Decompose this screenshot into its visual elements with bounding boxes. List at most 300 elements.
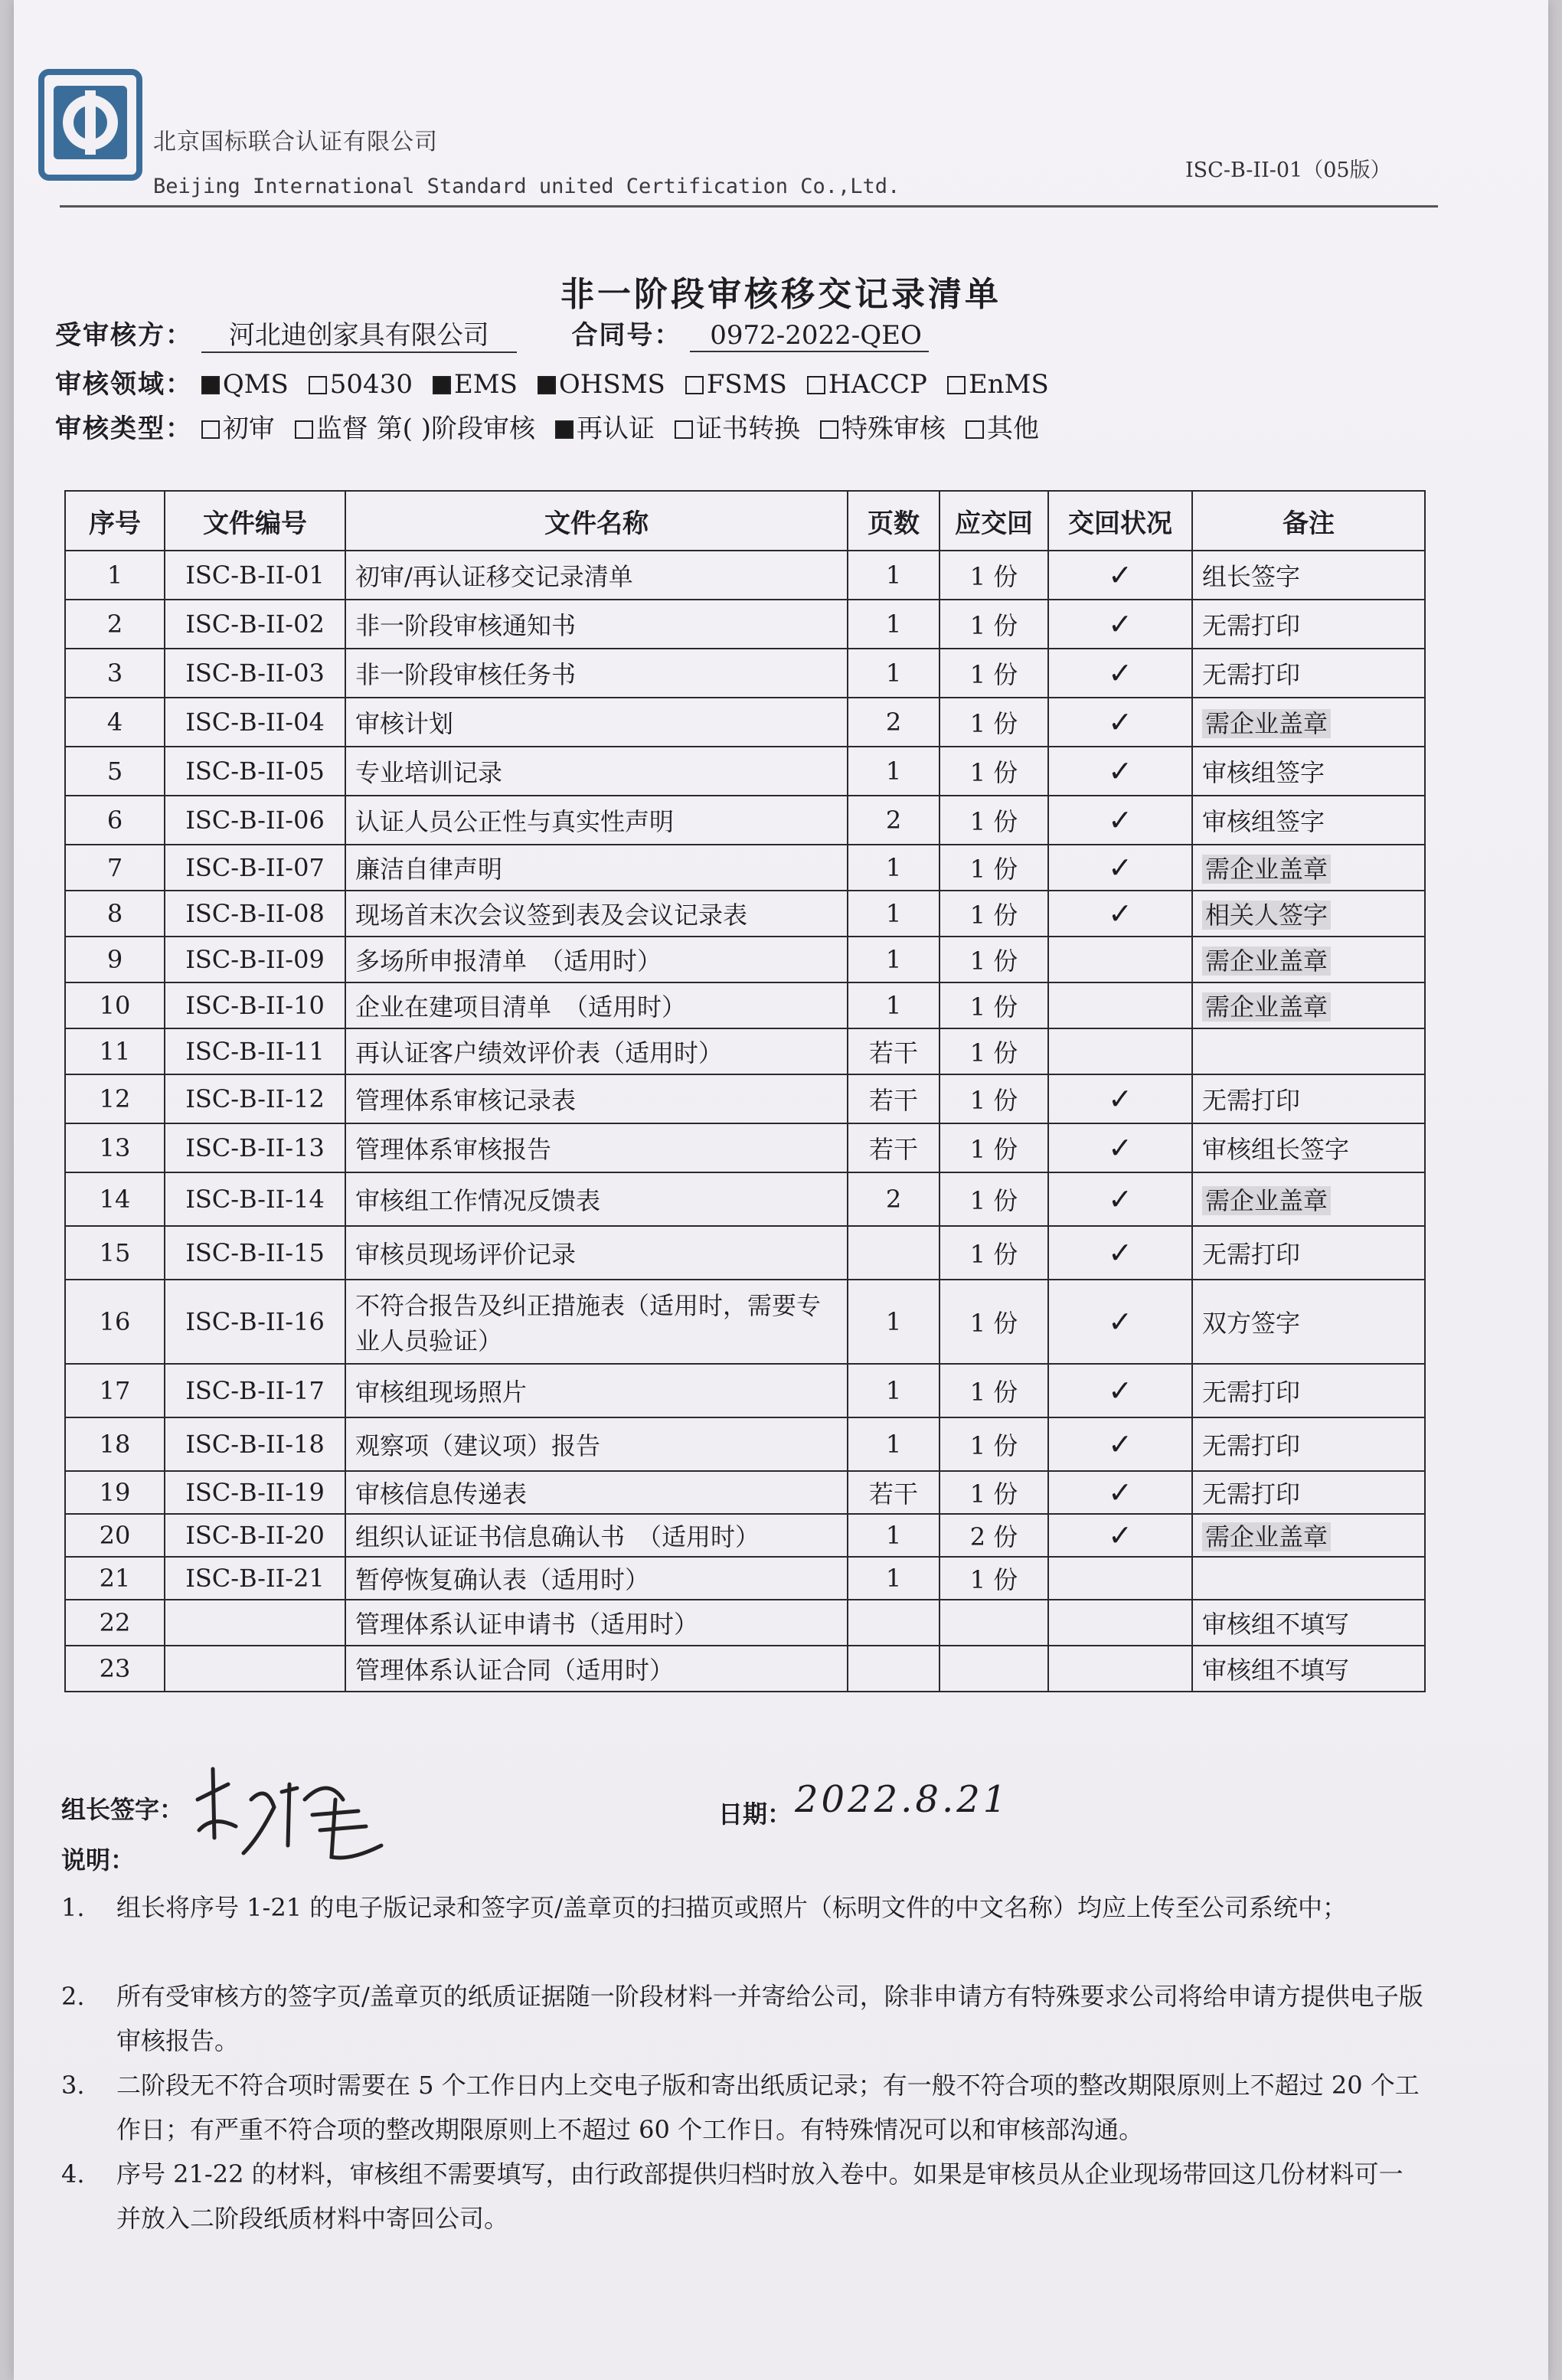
- row-number-cell: 5: [65, 747, 165, 796]
- remark-text: 需企业盖章: [1202, 709, 1331, 738]
- transfer-record-table: [64, 490, 1426, 1692]
- remark-cell: [1192, 1123, 1425, 1172]
- remark-cell: [1192, 1471, 1425, 1514]
- row-number-cell: 14: [65, 1172, 165, 1226]
- page-count-cell: 1: [848, 649, 939, 698]
- copies-required-cell: [939, 1600, 1048, 1646]
- remark-text: 审核组不填写: [1202, 1656, 1350, 1685]
- row-number-cell: 15: [65, 1226, 165, 1280]
- return-status-cell: [1048, 1226, 1192, 1280]
- remark-cell: [1192, 1417, 1425, 1471]
- row-number-cell: 8: [65, 891, 165, 937]
- table-row: [65, 1280, 1425, 1364]
- checked-box-icon[interactable]: [538, 376, 556, 394]
- file-name-cell: 多场所申报清单 （适用时）: [345, 937, 848, 982]
- check-mark-icon: ✓: [1108, 558, 1132, 592]
- return-status-cell: [1048, 600, 1192, 649]
- row-number-cell: 20: [65, 1514, 165, 1557]
- copies-required-cell: 1 份: [939, 1364, 1048, 1417]
- page-count-cell: 1: [848, 551, 939, 600]
- file-name-cell: 非一阶段审核通知书: [345, 600, 848, 649]
- return-status-cell: [1048, 891, 1192, 937]
- audit-type-option-label: 监督 第( )阶段审核: [315, 414, 535, 444]
- table-row: [65, 891, 1425, 937]
- file-code-cell: ISC-B-II-07: [165, 845, 345, 891]
- file-name-cell: 管理体系认证申请书（适用时）: [345, 1600, 848, 1646]
- file-code-cell: ISC-B-II-11: [165, 1028, 345, 1074]
- row-number-cell: 9: [65, 937, 165, 982]
- table-row: [65, 1557, 1425, 1600]
- file-name-cell: 现场首末次会议签到表及会议记录表: [345, 891, 848, 937]
- file-code-cell: ISC-B-II-05: [165, 747, 345, 796]
- file-name-cell: 审核计划: [345, 698, 848, 747]
- note-text: 所有受审核方的签字页/盖章页的纸质证据随一阶段材料一并寄给公司，除非申请方有特殊要求公司将给申请方提供电子版审核报告。: [116, 1982, 1423, 2055]
- file-code-cell: [165, 1600, 345, 1646]
- remark-cell: [1192, 551, 1425, 600]
- checked-box-icon[interactable]: [201, 376, 220, 394]
- check-mark-icon: ✓: [1108, 1236, 1132, 1270]
- file-name-cell: 认证人员公正性与真实性声明: [345, 796, 848, 845]
- table-row: [65, 845, 1425, 891]
- return-status-cell: [1048, 1514, 1192, 1557]
- contract-label: 合同号：: [571, 320, 682, 351]
- remark-cell: [1192, 1364, 1425, 1417]
- row-number-cell: 19: [65, 1471, 165, 1514]
- row-number-cell: 18: [65, 1417, 165, 1471]
- remark-cell: [1192, 1600, 1425, 1646]
- check-mark-icon: ✓: [1108, 1374, 1132, 1407]
- page-count-cell: 1: [848, 1364, 939, 1417]
- audit-domain-option[interactable]: [309, 369, 413, 400]
- file-name-cell: 管理体系认证合同（适用时）: [345, 1646, 848, 1692]
- remark-cell: [1192, 649, 1425, 698]
- note-item: [61, 2063, 1424, 2152]
- audit-domain-option[interactable]: [538, 369, 665, 400]
- company-name-cn: 北京国标联合认证有限公司: [153, 129, 438, 155]
- file-name-cell: 非一阶段审核任务书: [345, 649, 848, 698]
- file-name-cell: 专业培训记录: [345, 747, 848, 796]
- table-row: [65, 1172, 1425, 1226]
- audit-type-option[interactable]: [820, 407, 946, 445]
- remark-text: 无需打印: [1202, 1240, 1301, 1269]
- copies-required-cell: 1 份: [939, 1172, 1048, 1226]
- file-code-cell: ISC-B-II-02: [165, 600, 345, 649]
- remark-cell: [1192, 937, 1425, 982]
- copies-required-cell: 1 份: [939, 1028, 1048, 1074]
- remark-text: 组长签字: [1202, 562, 1301, 591]
- check-mark-icon: ✓: [1108, 1427, 1132, 1461]
- copies-required-cell: 1 份: [939, 1074, 1048, 1123]
- file-name-cell: 暂停恢复确认表（适用时）: [345, 1557, 848, 1600]
- table-row: [65, 747, 1425, 796]
- audit-domain-option-label: EnMS: [968, 369, 1049, 400]
- return-status-cell: [1048, 1600, 1192, 1646]
- note-item: [61, 2152, 1424, 2241]
- auditee-value: 河北迪创家具有限公司: [201, 314, 517, 353]
- audit-type-option[interactable]: [675, 407, 800, 445]
- return-status-cell: [1048, 1123, 1192, 1172]
- row-number-cell: 23: [65, 1646, 165, 1692]
- file-name-cell: 组织认证证书信息确认书 （适用时）: [345, 1514, 848, 1557]
- page-count-cell: 1: [848, 982, 939, 1028]
- table-row: [65, 1514, 1425, 1557]
- company-name-en: Beijing International Standard united Certification Co.,Ltd.: [153, 175, 900, 198]
- table-row: [65, 1123, 1425, 1172]
- audit-type-option[interactable]: [555, 407, 655, 445]
- remark-cell: [1192, 796, 1425, 845]
- row-number-cell: 17: [65, 1364, 165, 1417]
- page-count-cell: 1: [848, 1280, 939, 1364]
- audit-type-options: [201, 414, 1059, 444]
- check-mark-icon: ✓: [1108, 1476, 1132, 1509]
- note-number: 4.: [61, 2159, 85, 2189]
- remark-text: 相关人签字: [1202, 901, 1331, 930]
- return-status-cell: [1048, 937, 1192, 982]
- file-code-cell: ISC-B-II-01: [165, 551, 345, 600]
- copies-required-cell: 1 份: [939, 796, 1048, 845]
- remark-cell: [1192, 698, 1425, 747]
- return-status-cell: [1048, 1028, 1192, 1074]
- remark-text: 无需打印: [1202, 611, 1301, 640]
- return-status-cell: [1048, 1417, 1192, 1471]
- audit-domain-option[interactable]: [947, 369, 1049, 400]
- table-header-row: [65, 491, 1425, 551]
- audit-domain-option-label: OHSMS: [558, 369, 665, 400]
- form-code: ISC-B-II-01（05版）: [1185, 159, 1391, 182]
- file-name-cell: 管理体系审核记录表: [345, 1074, 848, 1123]
- empty-box-icon[interactable]: [807, 376, 825, 394]
- note-number: 3.: [61, 2071, 85, 2100]
- copies-required-cell: 1 份: [939, 1557, 1048, 1600]
- file-name-cell: 审核组工作情况反馈表: [345, 1172, 848, 1226]
- file-code-cell: ISC-B-II-06: [165, 796, 345, 845]
- row-number-cell: 1: [65, 551, 165, 600]
- page-count-cell: 1: [848, 747, 939, 796]
- return-status-cell: [1048, 1557, 1192, 1600]
- empty-box-icon[interactable]: [675, 420, 693, 439]
- remark-text: 无需打印: [1202, 1431, 1301, 1460]
- table-row: [65, 698, 1425, 747]
- row-number-cell: 21: [65, 1557, 165, 1600]
- col-header-remark: 备注: [1192, 491, 1425, 551]
- remark-cell: [1192, 1646, 1425, 1692]
- audit-domain-option[interactable]: [685, 369, 787, 400]
- copies-required-cell: 1 份: [939, 649, 1048, 698]
- row-number-cell: 10: [65, 982, 165, 1028]
- row-number-cell: 6: [65, 796, 165, 845]
- row-number-cell: 4: [65, 698, 165, 747]
- audit-type-option[interactable]: [966, 407, 1039, 445]
- page-count-cell: 2: [848, 796, 939, 845]
- audit-domain-option[interactable]: [201, 369, 289, 400]
- remark-cell: [1192, 600, 1425, 649]
- copies-required-cell: 1 份: [939, 1417, 1048, 1471]
- file-code-cell: ISC-B-II-16: [165, 1280, 345, 1364]
- table-row: [65, 600, 1425, 649]
- check-mark-icon: ✓: [1108, 803, 1132, 837]
- page-count-cell: 若干: [848, 1123, 939, 1172]
- copies-required-cell: 2 份: [939, 1514, 1048, 1557]
- return-status-cell: [1048, 747, 1192, 796]
- file-code-cell: ISC-B-II-10: [165, 982, 345, 1028]
- empty-box-icon[interactable]: [201, 420, 220, 439]
- document-page: [14, 0, 1548, 2380]
- remark-text: 审核组不填写: [1202, 1610, 1350, 1639]
- leader-signature-label: 组长签字：: [61, 1795, 185, 1824]
- remark-cell: [1192, 1028, 1425, 1074]
- file-code-cell: ISC-B-II-17: [165, 1364, 345, 1417]
- remark-cell: [1192, 982, 1425, 1028]
- file-code-cell: ISC-B-II-19: [165, 1471, 345, 1514]
- notes-title: 说明：: [61, 1845, 136, 1875]
- check-mark-icon: ✓: [1108, 705, 1132, 739]
- empty-box-icon[interactable]: [966, 420, 984, 439]
- page-count-cell: 2: [848, 698, 939, 747]
- document-title: 非一阶段审核移交记录清单: [560, 275, 1002, 314]
- remark-text: 无需打印: [1202, 1086, 1301, 1115]
- row-number-cell: 12: [65, 1074, 165, 1123]
- remark-cell: [1192, 1557, 1425, 1600]
- auditee-row: [55, 314, 929, 353]
- table-row: [65, 1028, 1425, 1074]
- return-status-cell: [1048, 1471, 1192, 1514]
- file-code-cell: ISC-B-II-03: [165, 649, 345, 698]
- empty-box-icon[interactable]: [947, 376, 966, 394]
- checked-box-icon[interactable]: [433, 376, 451, 394]
- file-code-cell: ISC-B-II-15: [165, 1226, 345, 1280]
- col-header-code: 文件编号: [165, 491, 345, 551]
- page-count-cell: 1: [848, 1557, 939, 1600]
- copies-required-cell: 1 份: [939, 1280, 1048, 1364]
- header-divider: [60, 205, 1438, 208]
- remark-cell: [1192, 1226, 1425, 1280]
- page-count-cell: 1: [848, 1514, 939, 1557]
- table-row: [65, 982, 1425, 1028]
- return-status-cell: [1048, 982, 1192, 1028]
- remark-text: 需企业盖章: [1202, 1186, 1331, 1215]
- row-number-cell: 22: [65, 1600, 165, 1646]
- copies-required-cell: 1 份: [939, 891, 1048, 937]
- file-name-cell: 审核员现场评价记录: [345, 1226, 848, 1280]
- page-count-cell: 1: [848, 600, 939, 649]
- audit-domain-label: 审核领域：: [55, 369, 193, 400]
- remark-text: 双方签字: [1202, 1309, 1301, 1338]
- audit-domain-option-label: FSMS: [706, 369, 787, 400]
- check-mark-icon: ✓: [1108, 1519, 1132, 1552]
- return-status-cell: [1048, 1280, 1192, 1364]
- table-row: [65, 551, 1425, 600]
- page-count-cell: 若干: [848, 1028, 939, 1074]
- row-number-cell: 13: [65, 1123, 165, 1172]
- remark-text: 无需打印: [1202, 660, 1301, 689]
- file-code-cell: ISC-B-II-09: [165, 937, 345, 982]
- page-count-cell: [848, 1600, 939, 1646]
- empty-box-icon[interactable]: [820, 420, 838, 439]
- empty-box-icon[interactable]: [685, 376, 704, 394]
- remark-cell: [1192, 1172, 1425, 1226]
- return-status-cell: [1048, 845, 1192, 891]
- copies-required-cell: 1 份: [939, 747, 1048, 796]
- table-row: [65, 649, 1425, 698]
- return-status-cell: [1048, 649, 1192, 698]
- page-count-cell: 1: [848, 891, 939, 937]
- audit-domain-option-label: 50430: [329, 369, 413, 400]
- file-code-cell: ISC-B-II-14: [165, 1172, 345, 1226]
- date-label: 日期：: [718, 1800, 792, 1829]
- audit-type-option-label: 其他: [986, 414, 1039, 444]
- page-count-cell: 若干: [848, 1471, 939, 1514]
- file-code-cell: ISC-B-II-08: [165, 891, 345, 937]
- remark-text: 无需打印: [1202, 1378, 1301, 1407]
- remark-text: 需企业盖章: [1202, 855, 1331, 884]
- page-count-cell: [848, 1226, 939, 1280]
- row-number-cell: 3: [65, 649, 165, 698]
- copies-required-cell: 1 份: [939, 698, 1048, 747]
- empty-box-icon[interactable]: [295, 420, 313, 439]
- note-text: 二阶段无不符合项时需要在 5 个工作日内上交电子版和寄出纸质记录；有一般不符合项的整改期限原则上不超过 20 个工作日；有严重不符合项的整改期限原则上不超过 60 个工作日。有特殊情况可以和审核部沟通。: [116, 2071, 1420, 2144]
- file-code-cell: ISC-B-II-18: [165, 1417, 345, 1471]
- remark-text: 需企业盖章: [1202, 992, 1331, 1022]
- remark-cell: [1192, 747, 1425, 796]
- check-mark-icon: ✓: [1108, 656, 1132, 690]
- col-header-pages: 页数: [848, 491, 939, 551]
- check-mark-icon: ✓: [1108, 1305, 1132, 1339]
- file-name-cell: 初审/再认证移交记录清单: [345, 551, 848, 600]
- note-item: [61, 1885, 1424, 1930]
- col-header-name: 文件名称: [345, 491, 848, 551]
- remark-text: 审核组长签字: [1202, 1135, 1350, 1164]
- empty-box-icon[interactable]: [309, 376, 327, 394]
- audit-type-option-label: 特殊审核: [841, 414, 946, 444]
- remark-cell: [1192, 1074, 1425, 1123]
- copies-required-cell: 1 份: [939, 1471, 1048, 1514]
- audit-type-option[interactable]: [295, 407, 535, 445]
- audit-domain-row: [55, 363, 1069, 400]
- file-name-cell: 企业在建项目清单 （适用时）: [345, 982, 848, 1028]
- remark-cell: [1192, 891, 1425, 937]
- table-row: [65, 937, 1425, 982]
- page-count-cell: [848, 1646, 939, 1692]
- file-code-cell: ISC-B-II-12: [165, 1074, 345, 1123]
- page-count-cell: 1: [848, 845, 939, 891]
- return-status-cell: [1048, 551, 1192, 600]
- audit-type-option-label: 再认证: [576, 414, 655, 444]
- note-text: 序号 21-22 的材料，审核组不需要填写，由行政部提供归档时放入卷中。如果是审核员从企业现场带回这几份材料可一并放入二阶段纸质材料中寄回公司。: [116, 2159, 1404, 2233]
- check-mark-icon: ✓: [1108, 607, 1132, 641]
- file-name-cell: 观察项（建议项）报告: [345, 1417, 848, 1471]
- contract-value: 0972-2022-QEO: [690, 320, 929, 352]
- remark-cell: [1192, 1514, 1425, 1557]
- col-header-returned: 交回状况: [1048, 491, 1192, 551]
- audit-domain-option[interactable]: [433, 369, 518, 400]
- copies-required-cell: [939, 1646, 1048, 1692]
- table-row: [65, 1600, 1425, 1646]
- file-name-cell: 审核信息传递表: [345, 1471, 848, 1514]
- page-count-cell: 1: [848, 937, 939, 982]
- remark-text: 审核组签字: [1202, 807, 1325, 836]
- check-mark-icon: ✓: [1108, 1182, 1132, 1216]
- page-count-cell: 1: [848, 1417, 939, 1471]
- file-name-cell: 廉洁自律声明: [345, 845, 848, 891]
- check-mark-icon: ✓: [1108, 1131, 1132, 1165]
- table-row: [65, 1646, 1425, 1692]
- return-status-cell: [1048, 1074, 1192, 1123]
- page-count-cell: 若干: [848, 1074, 939, 1123]
- copies-required-cell: 1 份: [939, 937, 1048, 982]
- check-mark-icon: ✓: [1108, 897, 1132, 930]
- company-logo-icon: [37, 67, 144, 182]
- audit-type-option-label: 初审: [222, 414, 275, 444]
- copies-required-cell: 1 份: [939, 845, 1048, 891]
- return-status-cell: [1048, 1646, 1192, 1692]
- copies-required-cell: 1 份: [939, 1226, 1048, 1280]
- audit-domain-option-label: HACCP: [828, 369, 927, 400]
- file-code-cell: ISC-B-II-13: [165, 1123, 345, 1172]
- file-name-cell: 审核组现场照片: [345, 1364, 848, 1417]
- file-code-cell: [165, 1646, 345, 1692]
- audit-domain-options: [201, 369, 1069, 400]
- remark-text: 审核组签字: [1202, 758, 1325, 787]
- table-row: [65, 1074, 1425, 1123]
- remark-cell: [1192, 1280, 1425, 1364]
- copies-required-cell: 1 份: [939, 1123, 1048, 1172]
- date-value: 2022.8.21: [795, 1778, 1010, 1821]
- file-code-cell: ISC-B-II-20: [165, 1514, 345, 1557]
- table-row: [65, 796, 1425, 845]
- check-mark-icon: ✓: [1108, 1082, 1132, 1116]
- checked-box-icon[interactable]: [555, 420, 573, 439]
- table-row: [65, 1417, 1425, 1471]
- page-count-cell: 2: [848, 1172, 939, 1226]
- note-number: 1.: [61, 1893, 85, 1922]
- return-status-cell: [1048, 1364, 1192, 1417]
- table-row: [65, 1471, 1425, 1514]
- file-code-cell: ISC-B-II-04: [165, 698, 345, 747]
- row-number-cell: 11: [65, 1028, 165, 1074]
- table-row: [65, 1364, 1425, 1417]
- audit-domain-option-label: EMS: [453, 369, 518, 400]
- row-number-cell: 2: [65, 600, 165, 649]
- file-name-cell: 再认证客户绩效评价表（适用时）: [345, 1028, 848, 1074]
- file-name-cell: 不符合报告及纠正措施表（适用时，需要专业人员验证）: [345, 1280, 848, 1364]
- copies-required-cell: 1 份: [939, 551, 1048, 600]
- note-text: 组长将序号 1-21 的电子版记录和签字页/盖章页的扫描页或照片（标明文件的中文名称）均应上传至公司系统中；: [116, 1893, 1348, 1922]
- leader-signature-handwriting-icon: [182, 1754, 404, 1868]
- remark-text: 需企业盖章: [1202, 946, 1331, 976]
- audit-type-option-label: 证书转换: [695, 414, 800, 444]
- remark-text: 需企业盖章: [1202, 1522, 1331, 1551]
- copies-required-cell: 1 份: [939, 982, 1048, 1028]
- row-number-cell: 7: [65, 845, 165, 891]
- audit-type-label: 审核类型：: [55, 414, 193, 444]
- remark-cell: [1192, 845, 1425, 891]
- audit-domain-option-label: QMS: [222, 369, 289, 400]
- audit-type-option[interactable]: [201, 407, 275, 445]
- check-mark-icon: ✓: [1108, 754, 1132, 788]
- row-number-cell: 16: [65, 1280, 165, 1364]
- table-row: [65, 1226, 1425, 1280]
- note-item: [61, 1974, 1424, 2063]
- check-mark-icon: ✓: [1108, 851, 1132, 884]
- col-header-copies: 应交回: [939, 491, 1048, 551]
- copies-required-cell: 1 份: [939, 600, 1048, 649]
- audit-domain-option[interactable]: [807, 369, 927, 400]
- return-status-cell: [1048, 698, 1192, 747]
- audit-type-row: [55, 407, 1059, 445]
- return-status-cell: [1048, 796, 1192, 845]
- note-number: 2.: [61, 1982, 85, 2011]
- file-code-cell: ISC-B-II-21: [165, 1557, 345, 1600]
